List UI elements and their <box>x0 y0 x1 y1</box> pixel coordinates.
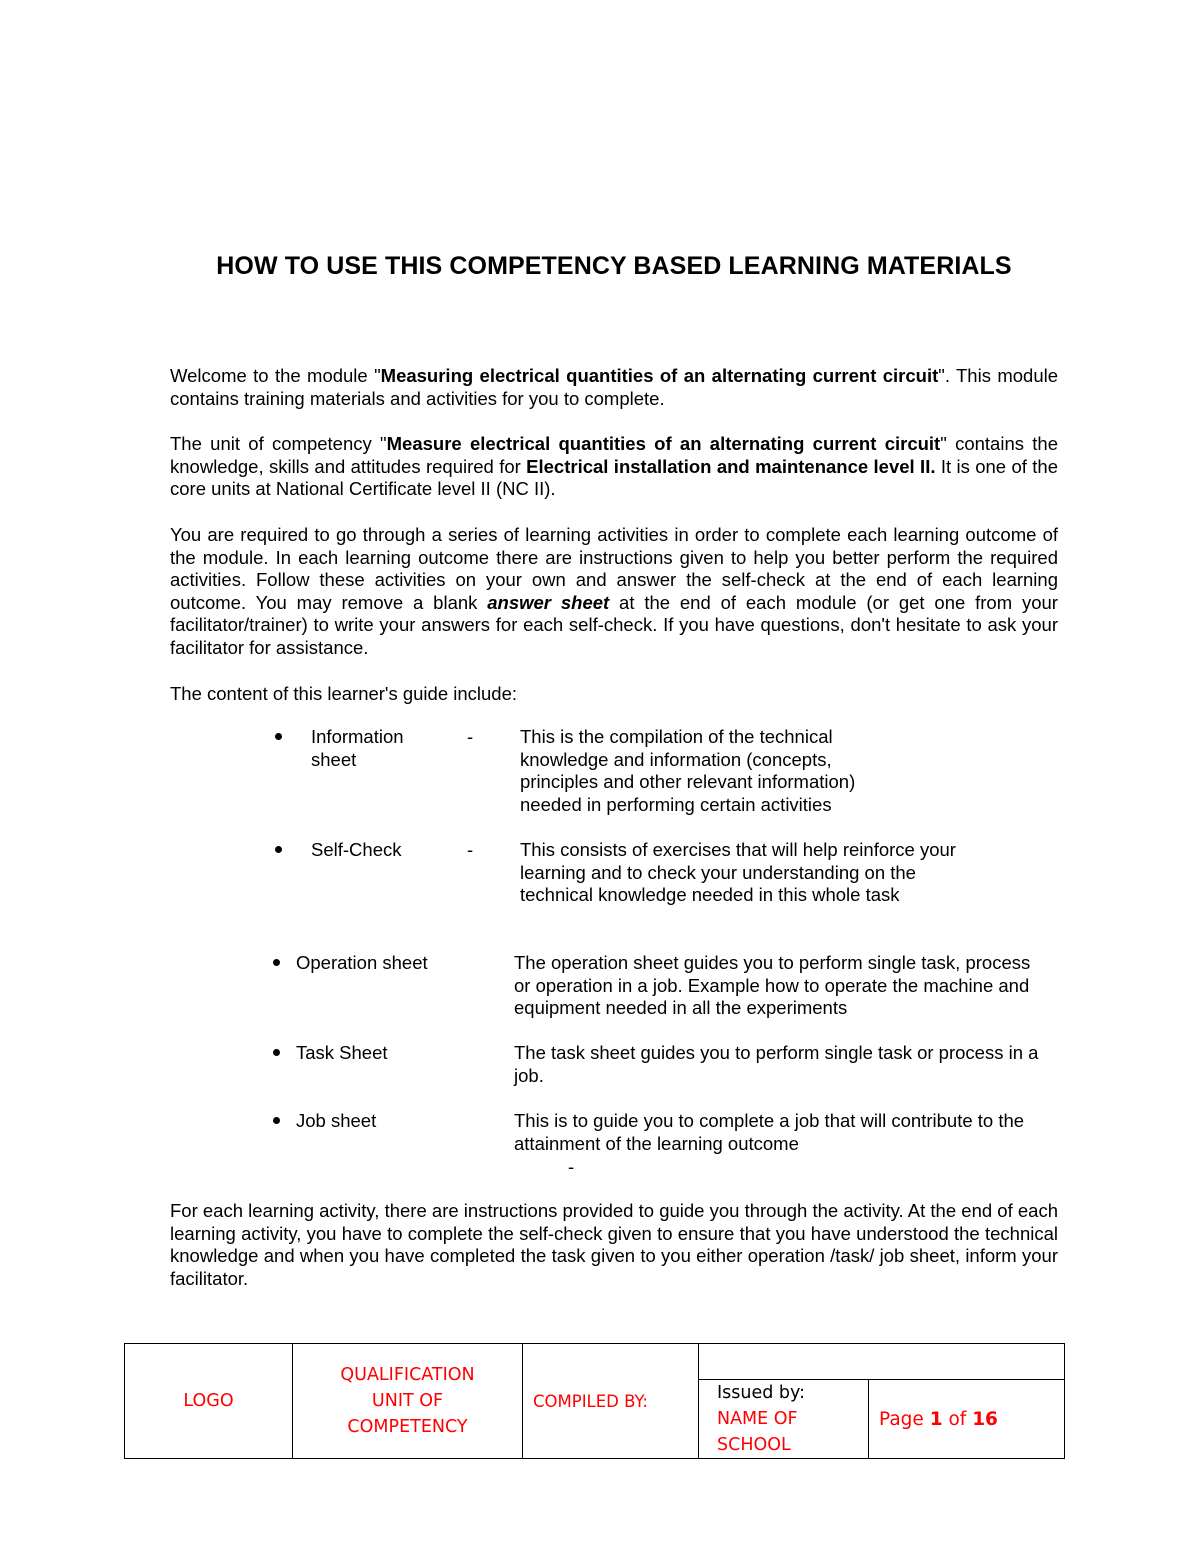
compiled-by-cell: COMPILED BY: <box>523 1344 699 1459</box>
issued-by-cell <box>699 1380 869 1459</box>
instructions-paragraph <box>170 524 1058 660</box>
item-label: Task Sheet <box>296 1042 388 1063</box>
bullet-icon <box>273 959 280 966</box>
logo-placeholder: LOGO <box>183 1391 234 1411</box>
item-description: This is to guide you to complete a job that will contribute to the attainment of the learning outcome <box>514 1110 1025 1154</box>
item-description: This is the compilation of the technical knowledge and information (concepts, principles and other relevant information) needed in performing certain activities <box>520 726 856 815</box>
bullet-icon <box>275 846 282 853</box>
intro-text-end: ". This module contains training materials and activities for you to complete. <box>170 365 1059 409</box>
logo-cell <box>125 1344 293 1459</box>
intro-paragraph <box>170 365 1058 410</box>
footer-table <box>124 1343 1065 1459</box>
item-label: Operation sheet <box>296 952 428 973</box>
competency-text-mid: " contains the knowledge, skills and attitudes required for <box>170 433 1058 477</box>
item-label: Information sheet <box>311 726 404 770</box>
module-name: Measuring electrical quantities of an alternating current circuit <box>380 365 939 386</box>
bullet-icon <box>275 733 282 740</box>
competency-text-end: It is one of the core units at National Certificate level II (NC II). <box>170 455 1058 500</box>
item-description: This consists of exercises that will help reinforce your learning and to check your understanding on the technical knowledge needed in this whole task <box>520 839 956 906</box>
instructions-text: You are required to go through a series of learning activities in order to complete each learning outcome of the module. In each learning outcome there are instructions given to help you better perform the required activities. Follow these activities on your own and answer the self-check at the end of each learning outcome. You may remove a blank <box>170 524 1058 613</box>
bullet-icon <box>273 1117 280 1124</box>
item-label: Job sheet <box>296 1110 377 1131</box>
item-description: The operation sheet guides you to perform single task, process or operation in a job. Example how to operate the machine and equipment needed in all the experiments <box>514 952 1031 1019</box>
item-dash: - <box>467 726 474 747</box>
qualification-name: Electrical installation and maintenance level II. <box>526 455 936 477</box>
competency-text: The unit of competency " <box>170 433 387 454</box>
issued-by-label: Issued by: <box>717 1383 806 1403</box>
item-description: The task sheet guides you to perform single task or process in a job. <box>514 1042 1039 1086</box>
content-intro: The content of this learner's guide include: <box>170 683 518 704</box>
header-blank-cell <box>699 1344 1065 1380</box>
competency-paragraph <box>170 433 1058 501</box>
answer-sheet-term: answer sheet <box>487 591 610 613</box>
bullet-icon <box>273 1049 280 1056</box>
instructions-text-end: at the end of each module (or get one from your facilitator/trainer) to write your answers for each self-check. If you have questions, don't hesitate to ask your facilitator for assistance. <box>170 591 1058 658</box>
trailing-dash: - <box>568 1156 575 1177</box>
unit-of-competency-name: Measure electrical quantities of an alternating current circuit <box>386 433 941 454</box>
closing-paragraph: For each learning activity, there are instructions provided to guide you through the activity. At the end of each learning activity, you have to complete the self-check given to ensure that you have understood the technical knowledge and when you have completed the task given to you either operation /task/ job sheet, inform your facilitator. <box>170 1200 1058 1289</box>
school-name-line2: SCHOOL <box>717 1435 791 1455</box>
intro-text: Welcome to the module " <box>170 365 381 386</box>
item-label: Self-Check <box>311 839 402 860</box>
total-pages: 16 <box>972 1408 998 1430</box>
page-number-cell: Page 1 of 16 <box>869 1380 1065 1459</box>
qualification-cell: QUALIFICATION UNIT OF COMPETENCY <box>293 1344 523 1459</box>
current-page: 1 <box>929 1408 943 1430</box>
page-title: HOW TO USE THIS COMPETENCY BASED LEARNING MATERIALS <box>216 252 1012 280</box>
item-dash: - <box>467 839 474 860</box>
school-name: NAME OF <box>717 1409 798 1429</box>
